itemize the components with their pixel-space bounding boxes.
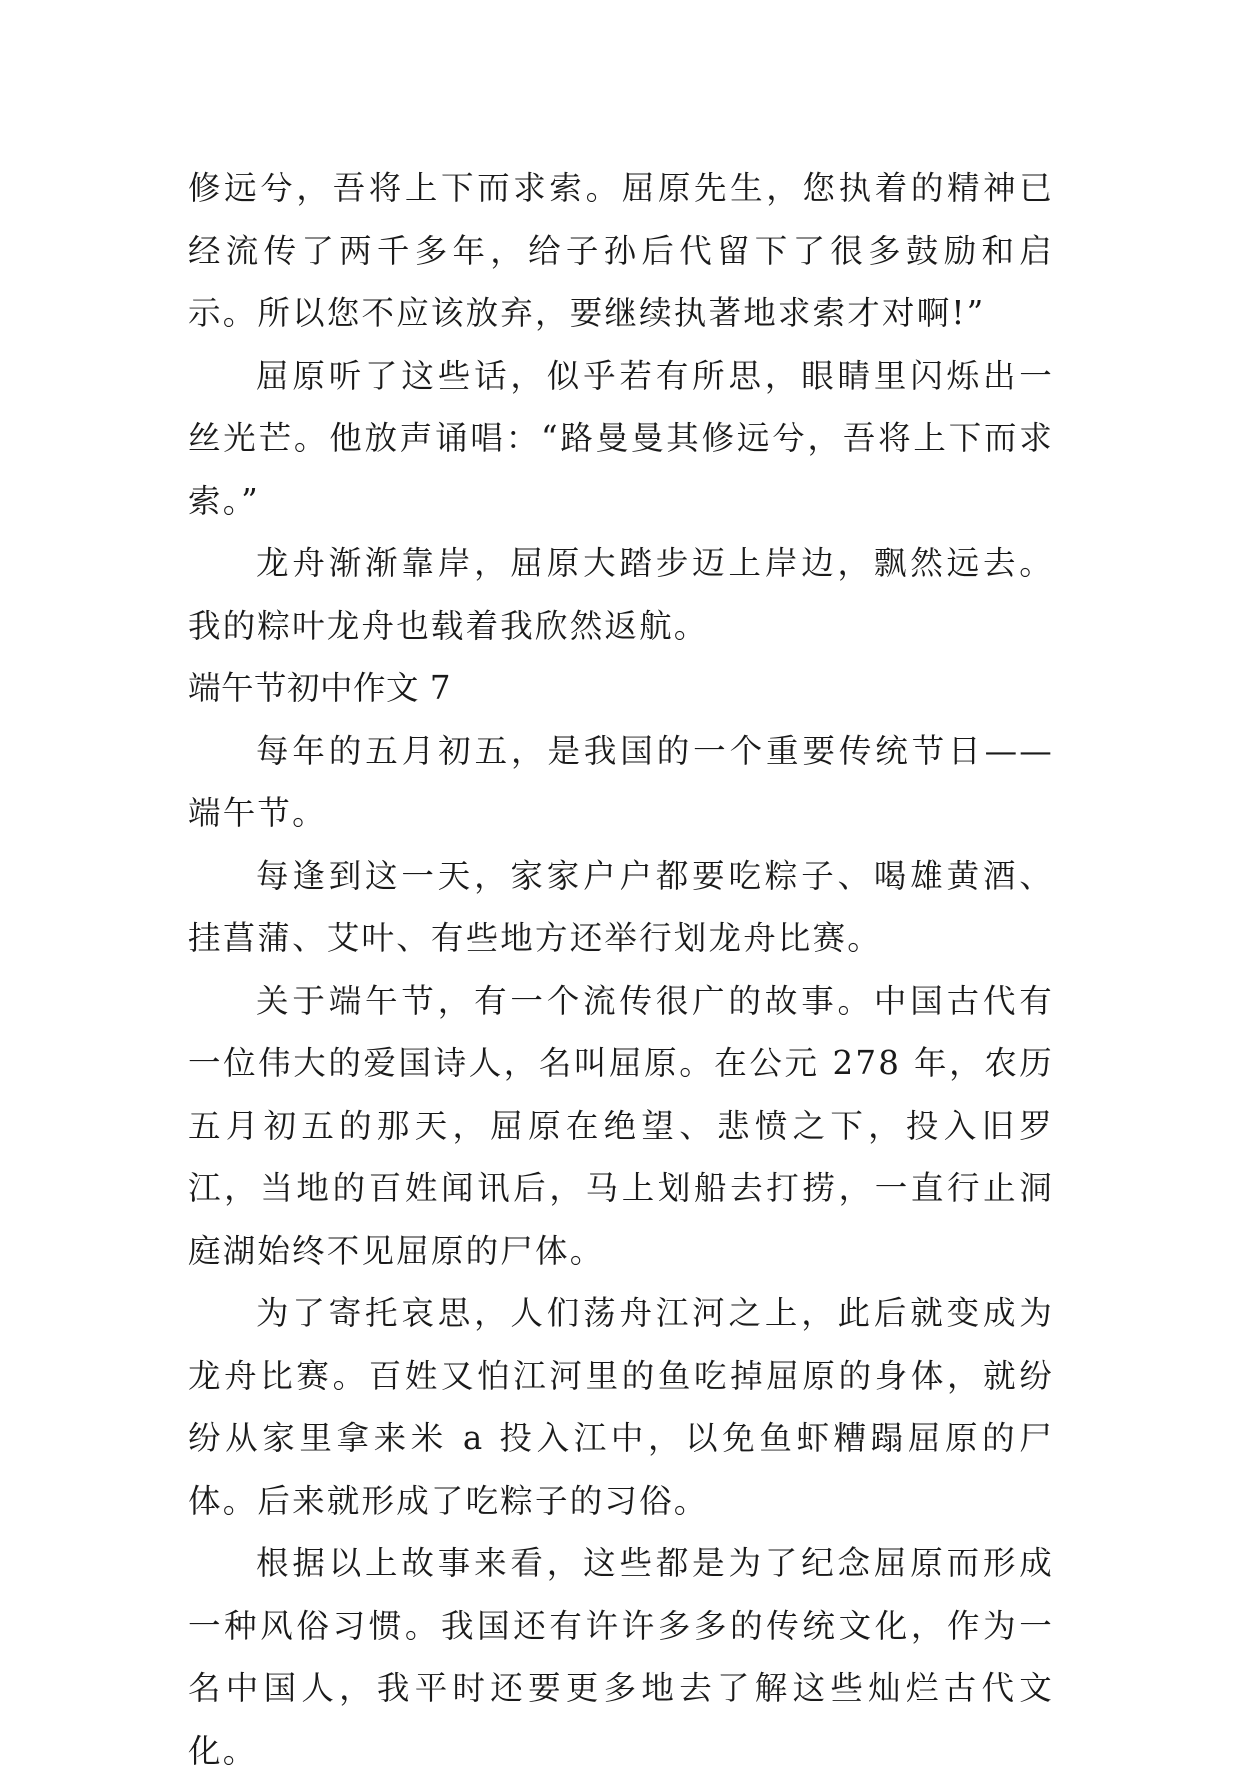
paragraph-continuation: 修远兮，吾将上下而求索。屈原先生，您执着的精神已经流传了两千多年，给子孙后代留下了很多鼓励和启示。所以您不应该放弃，要继续执著地求索才对啊!”: [188, 169, 1054, 332]
document-body: [188, 157, 1054, 1782]
paragraph: 龙舟渐渐靠岸，屈原大踏步迈上岸边，飘然远去。我的粽叶龙舟也载着我欣然返航。: [188, 544, 1054, 645]
paragraph: 每逢到这一天，家家户户都要吃粽子、喝雄黄酒、挂菖蒲、艾叶、有些地方还举行划龙舟比赛。: [188, 856, 1054, 957]
paragraph: 根据以上故事来看，这些都是为了纪念屈原而形成一种风俗习惯。我国还有许许多多的传统文化，作为一名中国人，我平时还要更多地去了解这些灿烂古代文化。: [188, 1544, 1054, 1770]
essay-heading: 端午节初中作文 7: [188, 669, 452, 707]
paragraph: 为了寄托哀思，人们荡舟江河之上，此后就变成为龙舟比赛。百姓又怕江河里的鱼吃掉屈原的身体，就纷纷从家里拿来米 a 投入江中，以免鱼虾糟蹋屈原的尸体。后来就形成了吃粽子的习俗。: [188, 1294, 1054, 1520]
paragraph: 每年的五月初五，是我国的一个重要传统节日——端午节。: [188, 731, 1054, 832]
paragraph: 屈原听了这些话，似乎若有所思，眼睛里闪烁出一丝光芒。他放声诵唱：“路曼曼其修远兮，吾将上下而求索。”: [188, 356, 1054, 520]
paragraph: 关于端午节，有一个流传很广的故事。中国古代有一位伟大的爱国诗人，名叫屈原。在公元 278 年，农历五月初五的那天，屈原在绝望、悲愤之下，投入旧罗江，当地的百姓闻讯后，马上划船去打捞，一直行止洞庭湖始终不见屈原的尸体。: [188, 981, 1054, 1270]
